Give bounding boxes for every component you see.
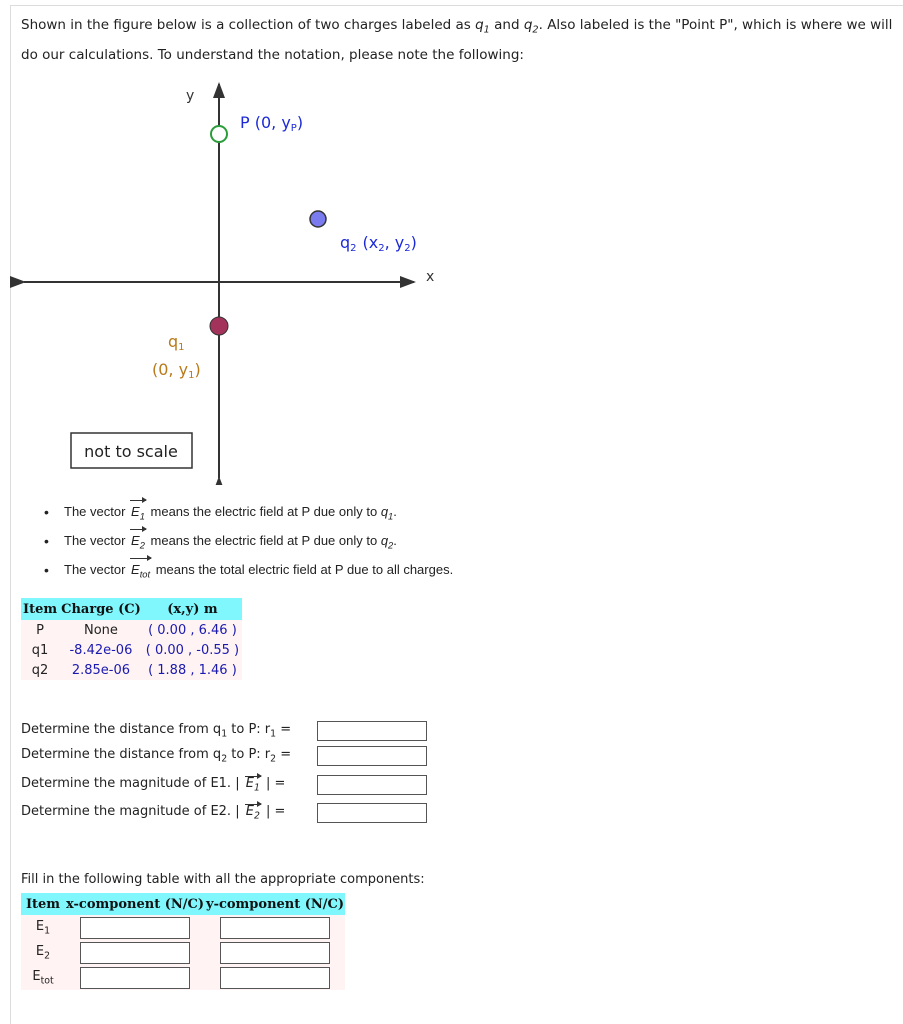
bullet-e2: • The vector $E_2$ means the electric field at P due only to $q_2$. bbox=[44, 529, 453, 558]
notation-list bbox=[44, 500, 453, 587]
table-row bbox=[21, 940, 345, 965]
e1-x-input[interactable] bbox=[80, 917, 190, 939]
row-item: q1 bbox=[21, 640, 59, 660]
question-e1-label: Determine the magnitude of E1. | $E_1$ | = bbox=[21, 776, 286, 794]
intro-text-2: . Also labeled is the "Point P", which is where we will do our calculations. To understand the notation, please note the following: bbox=[21, 17, 893, 63]
charge-q1-coords: (0, y1) bbox=[152, 360, 201, 381]
vector-e1-symbol: $E_1$ bbox=[129, 500, 147, 529]
question-r1 bbox=[21, 721, 427, 741]
charge-diagram bbox=[0, 80, 450, 485]
header-charge: Charge (C) bbox=[59, 598, 143, 620]
y-axis-label: y bbox=[186, 88, 195, 104]
row-item: q2 bbox=[21, 660, 59, 680]
charge-q1-label: q1 bbox=[168, 332, 185, 353]
point-p-label: P (0, yP) bbox=[240, 113, 304, 134]
row-charge: None bbox=[59, 620, 143, 640]
row-coords: ( 0.00 , 6.46 ) bbox=[143, 620, 242, 640]
table-row bbox=[21, 660, 242, 680]
etot-x-input[interactable] bbox=[80, 967, 190, 989]
charge-q2-label: q2 (x2, y2) bbox=[340, 233, 417, 254]
table-row bbox=[21, 640, 242, 660]
r2-input[interactable] bbox=[317, 746, 427, 766]
charge-data-table bbox=[21, 598, 242, 680]
intro-q1: $q_1$ bbox=[475, 17, 490, 36]
row-label-e2: $E_2$ bbox=[21, 940, 65, 965]
table-row bbox=[21, 965, 345, 990]
data-table-header bbox=[21, 598, 242, 620]
question-r2-label: Determine the distance from $q_2$ to P: $r_2$ = bbox=[21, 747, 292, 765]
question-e2-label: Determine the magnitude of E2. | $E_2$ | = bbox=[21, 804, 286, 822]
table-row bbox=[21, 915, 345, 940]
table-row bbox=[21, 620, 242, 640]
charge-q2 bbox=[310, 211, 326, 227]
row-item: P bbox=[21, 620, 59, 640]
components-table bbox=[21, 893, 345, 990]
point-p bbox=[211, 126, 227, 142]
e1-y-input[interactable] bbox=[220, 917, 330, 939]
charge-q1 bbox=[210, 317, 228, 335]
row-label-e1: $E_1$ bbox=[21, 915, 65, 940]
intro-and: and bbox=[489, 17, 524, 33]
header-item: Item bbox=[21, 893, 65, 915]
r1-input[interactable] bbox=[317, 721, 427, 741]
e2-magnitude-input[interactable] bbox=[317, 803, 427, 823]
bullet-etot: • The vector $E_{tot}$ means the total electric field at P due to all charges. bbox=[44, 558, 453, 587]
intro-text-1: Shown in the figure below is a collection of two charges labeled as bbox=[21, 17, 476, 33]
e1-magnitude-input[interactable] bbox=[317, 775, 427, 795]
row-charge: -8.42e-06 bbox=[59, 640, 143, 660]
header-coords: (x,y) m bbox=[143, 598, 242, 620]
etot-y-input[interactable] bbox=[220, 967, 330, 989]
bullet-e1: • The vector $E_1$ means the electric field at P due only to $q_1$. bbox=[44, 500, 453, 529]
intro-paragraph bbox=[21, 13, 896, 68]
row-label-etot: $E_{tot}$ bbox=[21, 965, 65, 990]
components-header bbox=[21, 893, 345, 915]
header-item: Item bbox=[21, 598, 59, 620]
row-coords: ( 1.88 , 1.46 ) bbox=[143, 660, 242, 680]
vector-etot-symbol: $E_{tot}$ bbox=[129, 558, 152, 587]
top-border bbox=[10, 5, 903, 6]
fill-instructions: Fill in the following table with all the appropriate components: bbox=[21, 872, 425, 887]
intro-q2: $q_2$ bbox=[523, 17, 539, 36]
question-r1-label: Determine the distance from $q_1$ to P: $r_1$ = bbox=[21, 722, 292, 740]
header-x-component: x-component (N/C) bbox=[65, 893, 205, 915]
question-r2 bbox=[21, 746, 427, 766]
x-axis-label: x bbox=[426, 269, 435, 285]
row-coords: ( 0.00 , -0.55 ) bbox=[143, 640, 242, 660]
header-y-component: y-component (N/C) bbox=[205, 893, 345, 915]
vector-e2-symbol: $E_2$ bbox=[129, 529, 147, 558]
e2-y-input[interactable] bbox=[220, 942, 330, 964]
question-e1-magnitude bbox=[21, 775, 427, 795]
row-charge: 2.85e-06 bbox=[59, 660, 143, 680]
not-to-scale-label: not to scale bbox=[84, 442, 178, 461]
question-e2-magnitude bbox=[21, 803, 427, 823]
e2-x-input[interactable] bbox=[80, 942, 190, 964]
